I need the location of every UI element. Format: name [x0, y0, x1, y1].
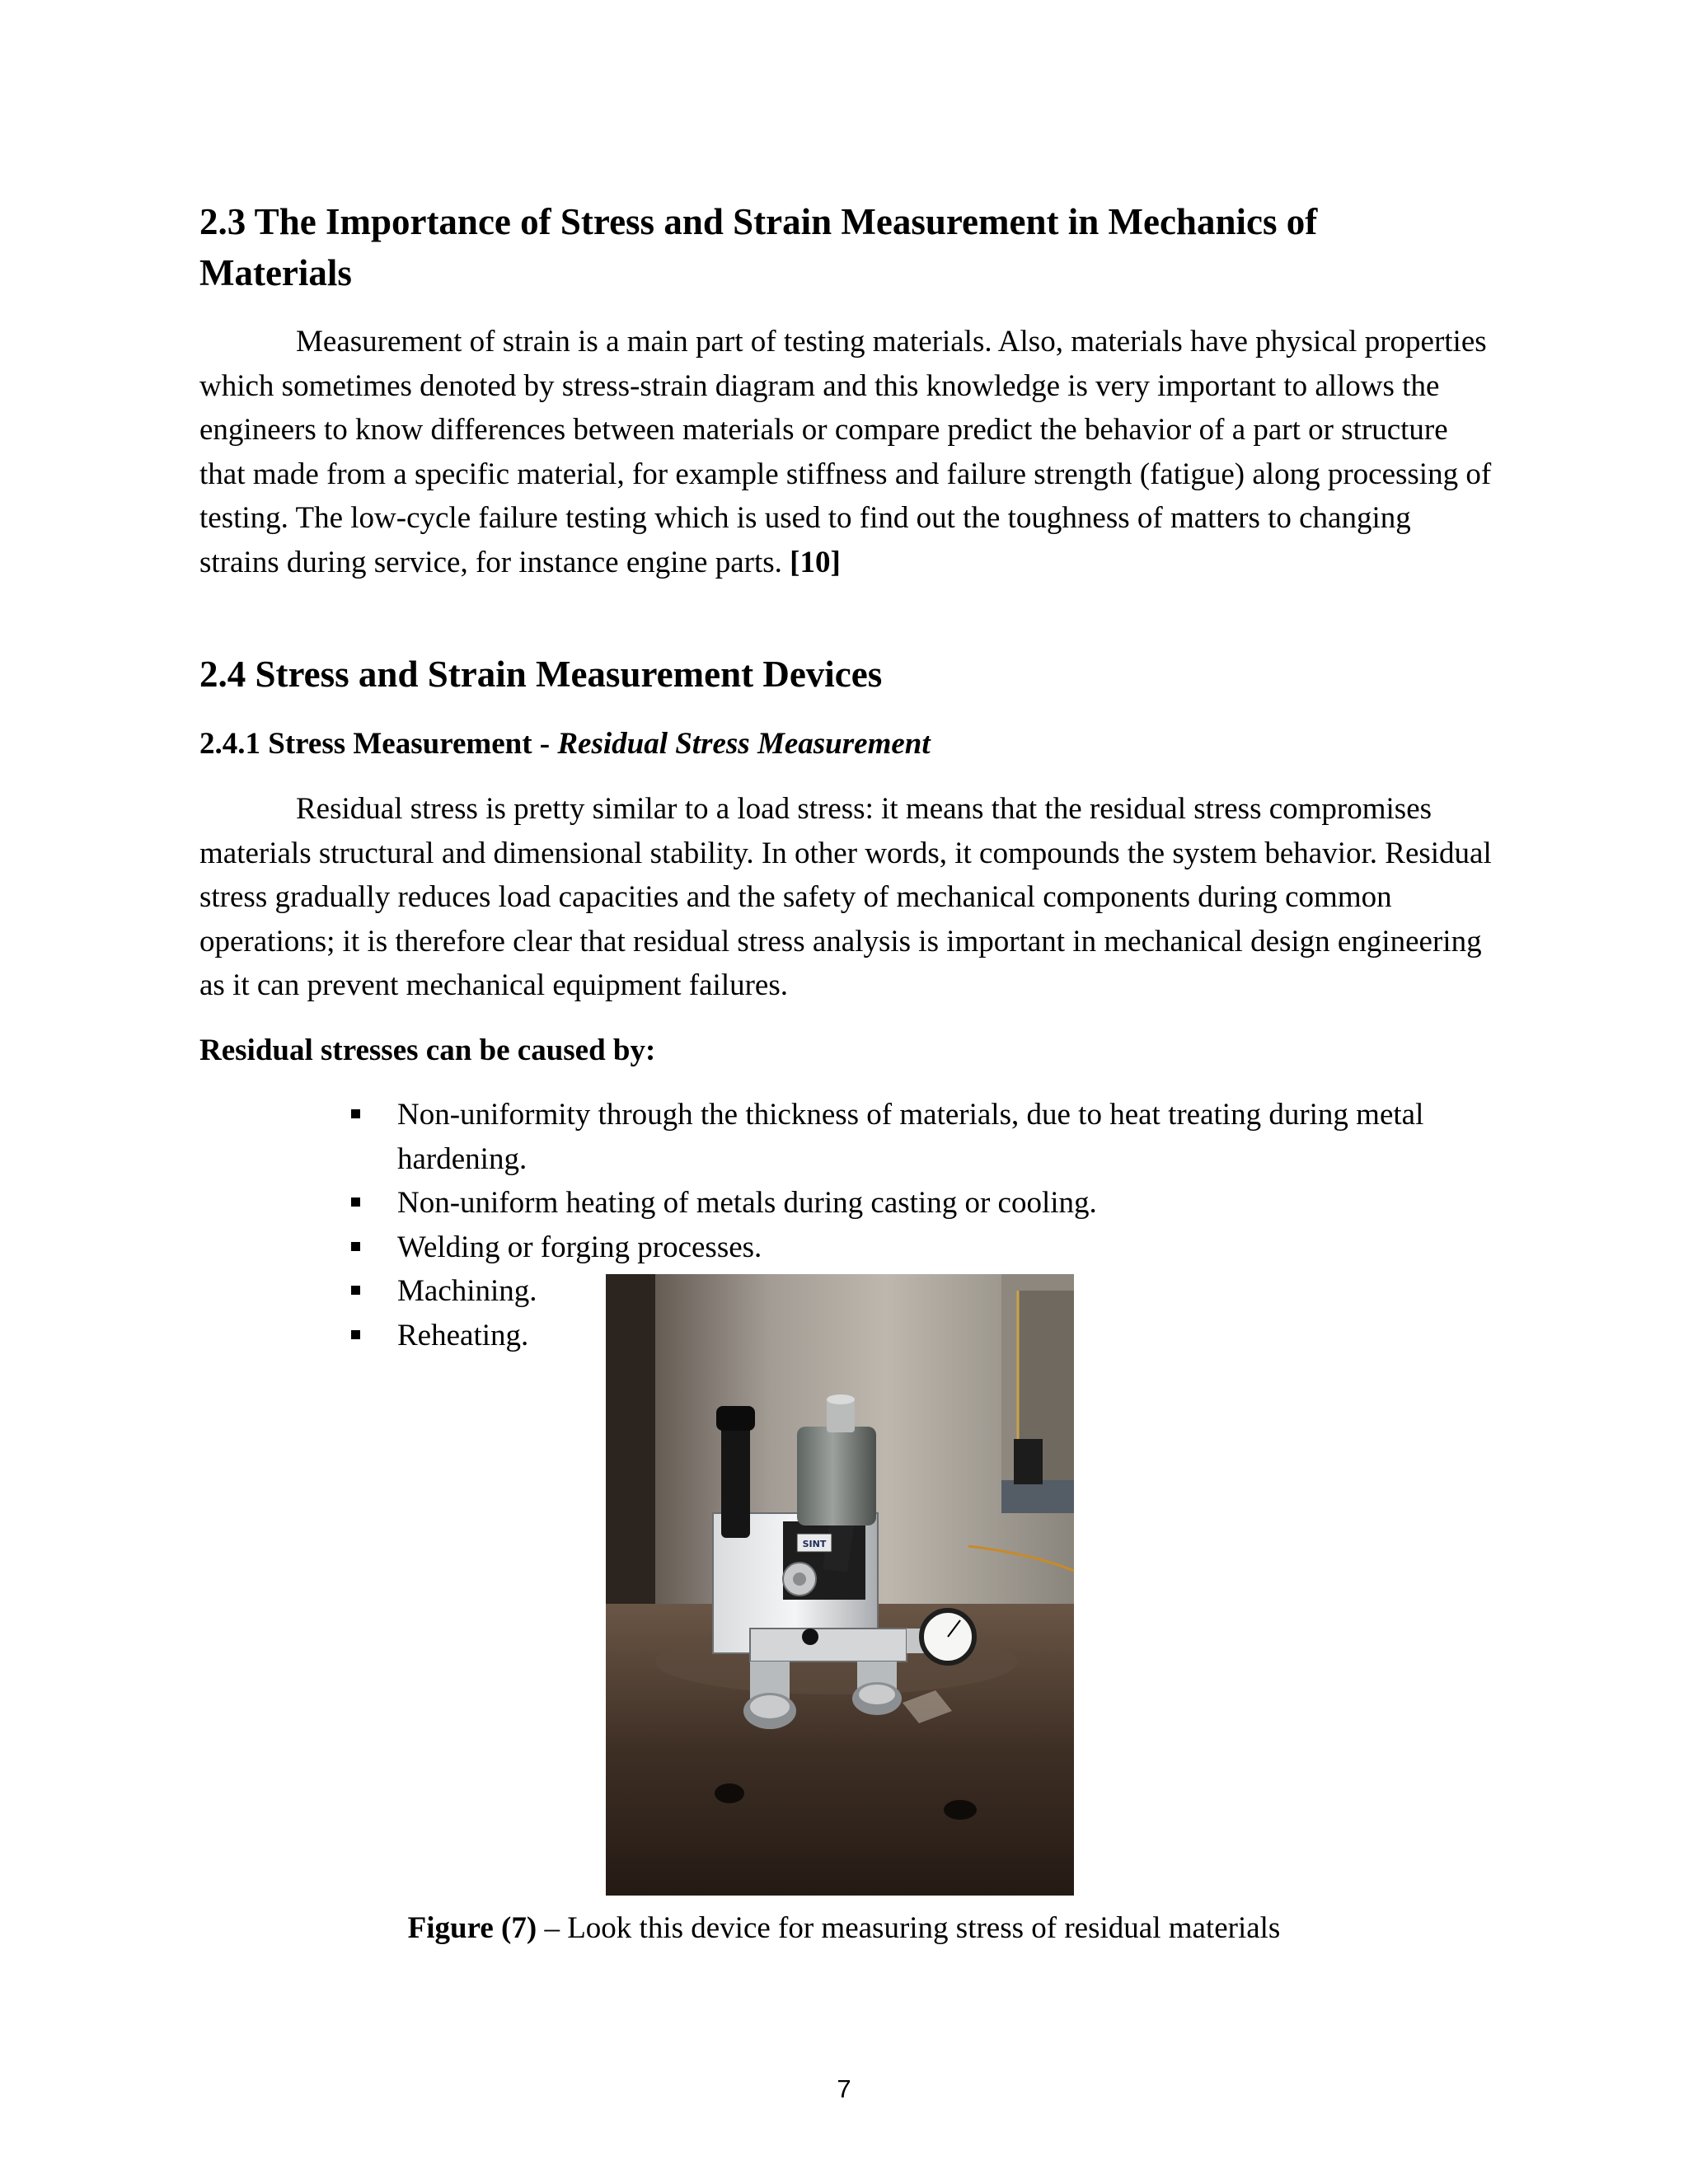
figure-caption-text: – Look this device for measuring stress of residual materials: [537, 1911, 1281, 1945]
list-item: [346, 1181, 1484, 1226]
section-heading-2-4-1-bold: 2.4.1 Stress Measurement -: [199, 727, 558, 761]
section-heading-2-3-line1: 2.3 The Importance of Stress and Strain Measurement in Mechanics of: [199, 201, 1318, 242]
section-2-3-paragraph: [199, 320, 1492, 584]
figure-7-photo: [606, 1274, 1074, 1896]
section-2-4-1-paragraph-text: Residual stress is pretty similar to a load stress: it means that the residual stress compromises materials structural and dimensional stability. In other words, it compounds the system behavior. Residual stress gradually reduces load capacities and the safety of mechanical components during common operations; it is therefore clear that residual stress analysis is important in mechanical design engineering as it can prevent mechanical equipment failures.: [199, 792, 1492, 1002]
causes-heading: Residual stresses can be caused by:: [199, 1033, 656, 1067]
residual-stress-device-illustration: [606, 1274, 1074, 1896]
square-bullet-icon: [351, 1197, 360, 1207]
list-item-text: Non-uniform heating of metals during casting or cooling.: [397, 1186, 1097, 1220]
section-heading-2-4: 2.4 Stress and Strain Measurement Devices: [199, 654, 883, 695]
square-bullet-icon: [351, 1330, 360, 1339]
list-item-text: Non-uniformity through the thickness of materials, due to heat treating during metal hardening.: [397, 1098, 1424, 1176]
list-item-text: Machining.: [397, 1274, 537, 1308]
square-bullet-icon: [351, 1109, 360, 1118]
section-heading-2-3-line2: Materials: [199, 252, 352, 293]
square-bullet-icon: [351, 1242, 360, 1251]
list-item-text: Welding or forging processes.: [397, 1230, 762, 1264]
section-heading-2-3: [199, 196, 1485, 298]
figure-caption-label: Figure (7): [407, 1911, 537, 1945]
section-2-4-1-paragraph: [199, 787, 1492, 1008]
section-heading-2-4-1: [199, 723, 1485, 766]
page-number: 7: [837, 2074, 851, 2103]
list-item-text: Reheating.: [397, 1318, 529, 1352]
section-heading-2-4-1-italic: Residual Stress Measurement: [557, 727, 931, 761]
figure-caption: [0, 1907, 1688, 1950]
reference-citation: [10]: [790, 545, 841, 579]
list-item: [346, 1093, 1484, 1181]
square-bullet-icon: [351, 1286, 360, 1295]
list-item: [346, 1226, 1484, 1270]
section-2-3-paragraph-text: Measurement of strain is a main part of testing materials. Also, materials have physical properties which sometimes denoted by stress-strain diagram and this knowledge is very important to allows the engineers to know differences between materials or compare predict the behavior of a part or structure that made from a specific material, for example stiffness and failure strength (fatigue) along processing of testing. The low-cycle failure testing which is used to find out the toughness of matters to changing strains during service, for instance engine parts.: [199, 325, 1492, 579]
device-brand-label: SINT: [802, 1539, 827, 1549]
